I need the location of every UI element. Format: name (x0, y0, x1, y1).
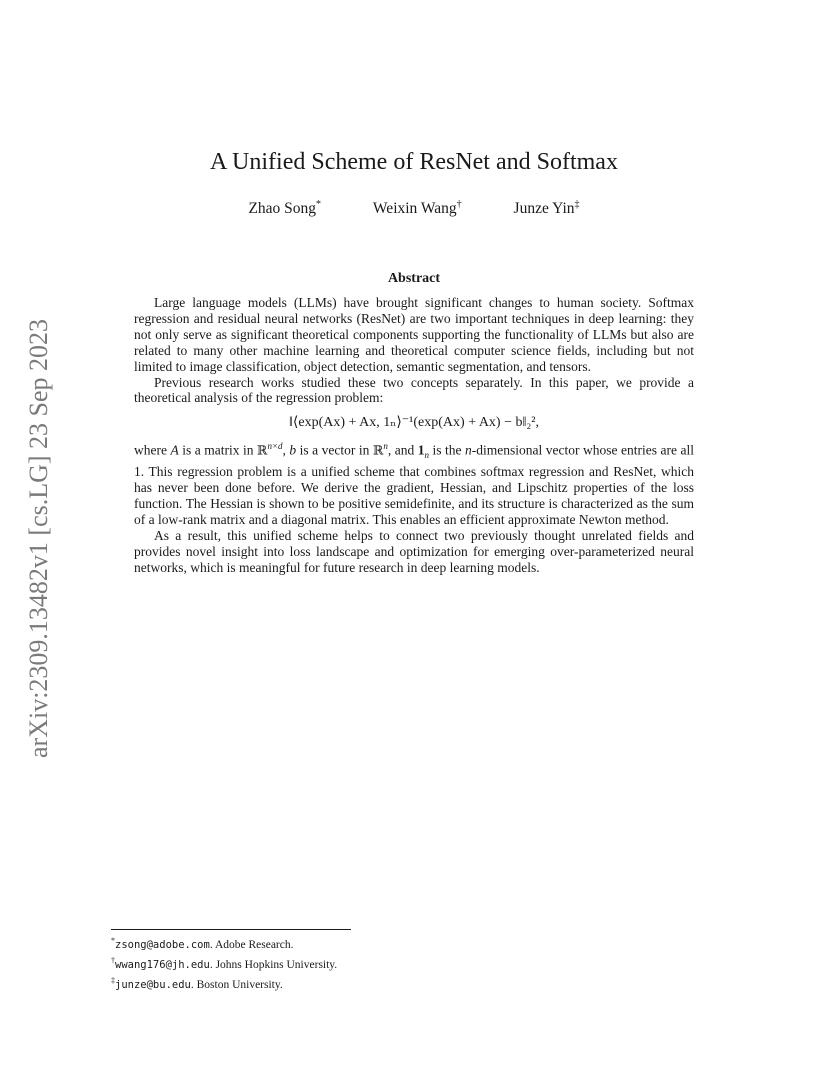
text-fragment: is a vector in (296, 442, 373, 458)
author-1 (248, 199, 321, 218)
abstract-paragraph-1: Large language models (LLMs) have brought significant changes to human society. Softmax regression and residual neural networks (ResNet) are two important techniques in deep learning: they not only serve as significant theoretical components supporting the functionality of LLMs but also are related to many other machine learning and theoretical computer science fields, including but not limited to image classification, object detection, semantic segmentation, and tensors. (134, 295, 694, 374)
arxiv-sidebar (20, 288, 60, 758)
footnote-mark: † (111, 956, 115, 966)
math-subscript: n (424, 450, 429, 461)
email-link[interactable]: wwang176@jh.edu (115, 958, 210, 971)
author-mark: ‡ (574, 199, 580, 210)
math-symbol: b (289, 442, 297, 458)
author-name: Junze Yin (513, 200, 575, 218)
abstract-body (134, 295, 694, 576)
affiliation: . Boston University. (190, 979, 283, 992)
abstract-heading: Abstract (387, 271, 441, 286)
affiliation: . Johns Hopkins University. (209, 958, 338, 971)
email-link[interactable]: junze@bu.edu (115, 979, 191, 992)
regression-equation: ‖⟨exp(Ax) + Ax, 1ₙ⟩⁻¹(exp(Ax) + Ax) − b‖₂², (289, 415, 539, 431)
footnote-1 (111, 933, 611, 953)
text-fragment: , and (387, 442, 418, 458)
footnote-mark: * (111, 936, 115, 945)
abstract-paragraph-2-lead: Previous research works studied these two concepts separately. In this paper, we provide a theoretical analysis of the regression problem: (134, 374, 694, 406)
text-fragment: -dimensional vector whose entries are all 1. This regression problem is a unified scheme that combines softmax regression and ResNet, which has never been done before. We derive the gradient, Hessian, and Lipschitz properties of the loss function. The Hessian is shown to be positive semidefinite, and its structure is characterized as the sum of a low-rank matrix and a diagonal matrix. This enables an efficient approximate Newton method. (134, 442, 694, 528)
author-2 (373, 199, 462, 218)
math-symbol: ℝ (257, 442, 268, 458)
author-list (0, 199, 828, 218)
math-symbol: A (170, 442, 179, 458)
author-mark: * (316, 199, 322, 210)
abstract-paragraph-2-rest: where A is a matrix in ℝ$^{n\times d}$, b is a vector in ℝ$^n$, and $1_n$ is the n-dimensional vector whose entries are all 1. This regression problem is a unified scheme that combines softmax regression and ResNet, which has never been done before. We derive the gradient, Hessian, and Lipschitz properties of the loss function. The Hessian is shown to be positive semidefinite, and its structure is characterized as the sum of a low-rank matrix and a diagonal matrix. This enables an efficient approximate Newton method. (134, 441, 694, 528)
footnote-mark: ‡ (111, 976, 115, 986)
math-superscript: n (383, 441, 388, 452)
footnote-3 (111, 973, 611, 993)
math-symbol: ℝ (372, 442, 384, 458)
email-link[interactable]: zsong@adobe.com (115, 938, 210, 951)
text-fragment: where (134, 442, 171, 458)
text-fragment: is the (428, 442, 466, 458)
author-3 (514, 199, 580, 218)
arxiv-identifier: arXiv:2309.13482v1 [cs.LG] 23 Sep 2023 (24, 318, 53, 758)
abstract-paragraph-3: As a result, this unified scheme helps to connect two previously thought unrelated fields and provides novel insight into loss landscape and optimization for emerging over-parameterized neural networks, which is meaningful for future research in deep learning models. (134, 527, 694, 575)
math-superscript: n×d (267, 441, 283, 452)
footnote-2 (111, 953, 611, 973)
math-symbol: 1 (417, 442, 425, 458)
math-symbol: n (465, 442, 472, 458)
paper-title: A Unified Scheme of ResNet and Softmax (210, 149, 618, 175)
affiliation: . Adobe Research. (209, 938, 294, 951)
footnote-divider (111, 929, 351, 930)
author-name: Weixin Wang (372, 200, 457, 218)
author-name: Zhao Song (248, 200, 317, 218)
footnotes (111, 933, 611, 993)
author-mark: † (456, 199, 462, 210)
text-fragment: is a matrix in (178, 442, 258, 458)
